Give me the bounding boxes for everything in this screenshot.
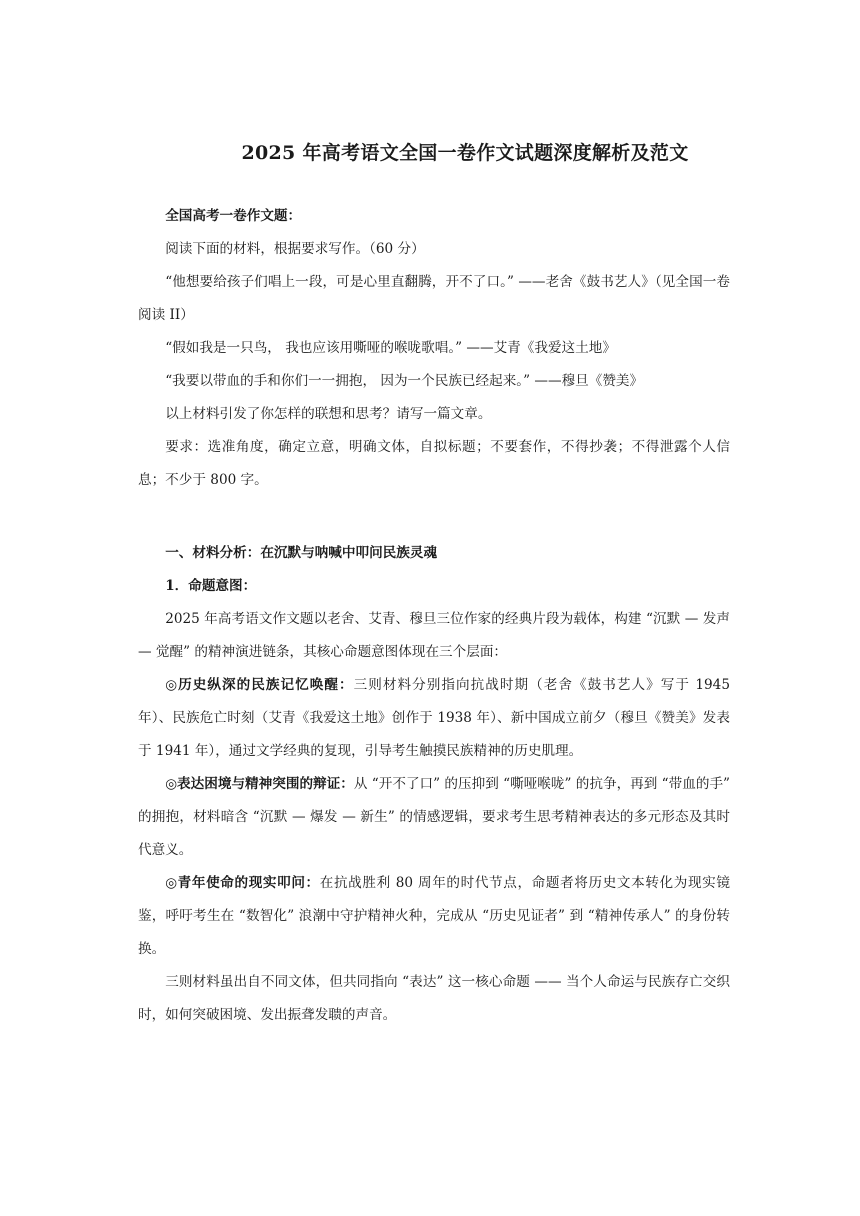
point-2-text: 从 “开不了口” 的压抑到 “嘶哑喉咙” 的抗争，再到 “带血的手” 的拥抱，材料暗含 “沉默 — 爆发 — 新生” 的情感逻辑，要求考生思考精神表达的多元形态及其时代意义。	[138, 776, 730, 858]
prompt-question: 以上材料引发了你怎样的联想和思考？请写一篇文章。	[165, 406, 492, 422]
point-3-lead: ◎青年使命的现实叩问：	[165, 875, 320, 891]
prompt-requirement: 要求：选准角度，确定立意，明确文体，自拟标题；不要套作，不得抄袭；不得泄露个人信息；不少于 800 字。	[138, 439, 730, 488]
point-1-lead: ◎历史纵深的民族记忆唤醒：	[165, 677, 354, 693]
document-title: 2025 年高考语文全国一卷作文试题深度解析及范文	[241, 142, 689, 164]
section-1-point-1	[138, 669, 730, 768]
prompt-quote-3: “我要以带血的手和你们一一拥抱， 因为一个民族已经起来。” ——穆旦《赞美》	[165, 373, 644, 389]
prompt-quote-1: “他想要给孩子们唱上一段，可是心里直翻腾，开不了口。” ——老舍《鼓书艺人》（见全国一卷阅读 II）	[138, 274, 730, 323]
section-1-paragraph-end: 三则材料虽出自不同文体，但共同指向 “表达” 这一核心命题 —— 当个人命运与民族存亡交织时，如何突破困境、发出振聋发聩的声音。	[138, 974, 730, 1023]
section-1-point-2	[138, 768, 730, 867]
point-1-text: 三则材料分别指向抗战时期（老舍《鼓书艺人》写于 1945 年）、民族危亡时刻（艾青《我爱这土地》创作于 1938 年）、新中国成立前夕（穆旦《赞美》发表于 1941 年），通过文学经典的复现，引导考生触摸民族精神的历史肌理。	[138, 677, 730, 759]
section-spacer	[138, 497, 730, 537]
point-2-lead: ◎表达困境与精神突围的辩证：	[165, 776, 354, 792]
document-body	[138, 200, 730, 1032]
section-1-paragraph-1: 2025 年高考语文作文题以老舍、艾青、穆旦三位作家的经典片段为载体，构建 “沉默 — 发声 — 觉醒” 的精神演进链条，其核心命题意图体现在三个层面：	[138, 611, 730, 660]
section-1-point-3	[138, 867, 730, 966]
section-1-subheading: 1．命题意图：	[165, 578, 257, 594]
prompt-intro: 阅读下面的材料，根据要求写作。（60 分）	[165, 241, 425, 257]
prompt-quote-2: “假如我是一只鸟， 我也应该用嘶哑的喉咙歌唱。” ——艾青《我爱这土地》	[165, 340, 616, 356]
point-3-text: 在抗战胜利 80 周年的时代节点，命题者将历史文本转化为现实镜鉴，呼吁考生在 “数智化” 浪潮中守护精神火种，完成从 “历史见证者” 到 “精神传承人” 的身份转换。	[138, 875, 730, 957]
prompt-heading: 全国高考一卷作文题：	[165, 208, 302, 224]
section-1-heading: 一、材料分析：在沉默与呐喊中叩问民族灵魂	[165, 545, 438, 561]
